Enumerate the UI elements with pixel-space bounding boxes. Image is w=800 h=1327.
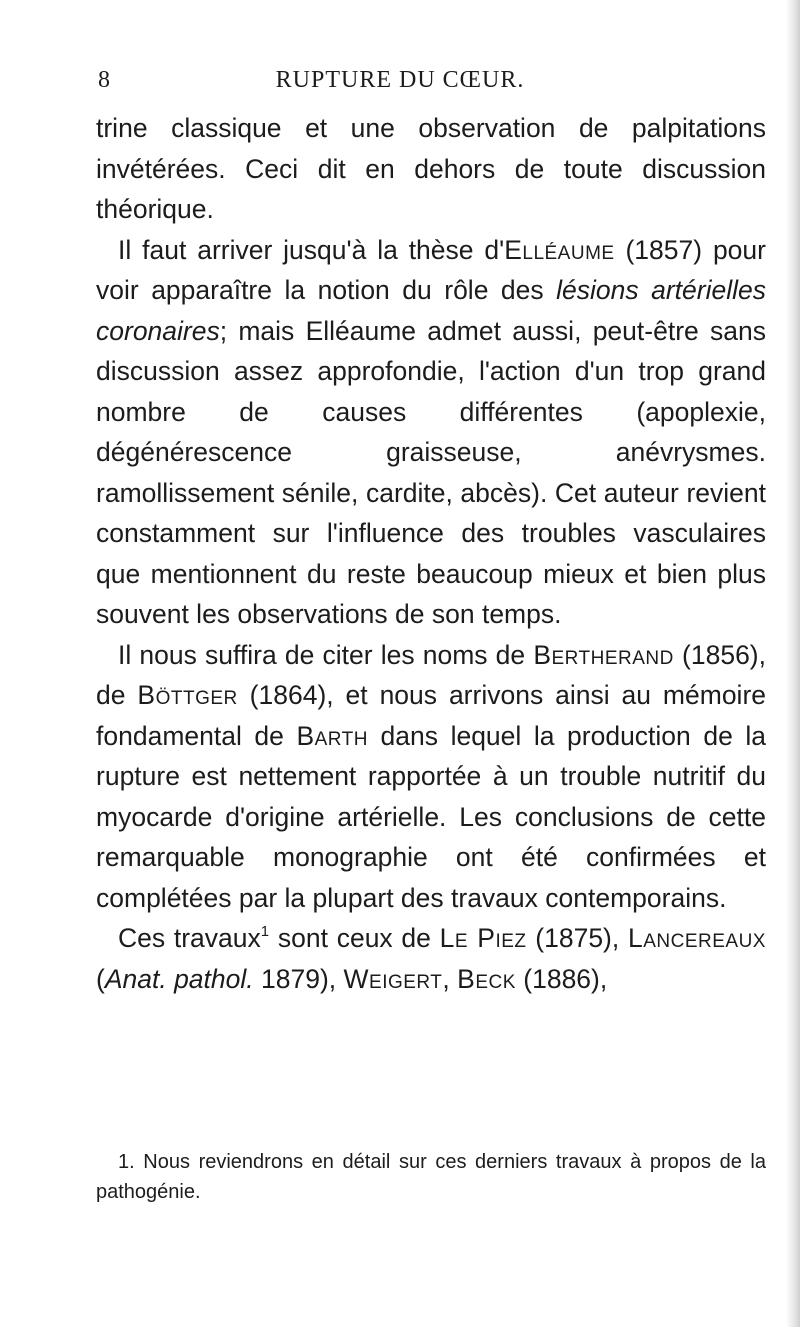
- author-name-elleaume: Elléaume: [504, 234, 615, 265]
- author-name-barth: Barth: [296, 720, 368, 751]
- running-title: RUPTURE DU CŒUR.: [275, 67, 525, 93]
- p4-text-b: sont ceux de: [269, 923, 440, 953]
- footnote: [96, 1147, 766, 1207]
- p4-text-a: Ces travaux: [118, 923, 261, 953]
- p3-text-b: (1856), de: [96, 639, 766, 710]
- page-edge-shadow: [786, 0, 800, 1327]
- p4-text-d: (: [96, 963, 105, 994]
- footnote-text: Nous reviendrons en détail sur ces derniers travaux à propos de la pathogénie.: [96, 1151, 766, 1203]
- author-name-beck: Beck: [457, 963, 516, 994]
- p4-text-c: (1875),: [526, 923, 628, 953]
- page-header: [0, 62, 800, 98]
- author-name-lancereaux: Lancereaux: [627, 923, 766, 953]
- paragraph-3: [96, 635, 766, 919]
- author-name-bottger: Böttger: [137, 680, 238, 710]
- author-name-le-piez: Le Piez: [439, 923, 527, 953]
- paragraph-4: [96, 918, 766, 999]
- footnote-paragraph: [96, 1147, 766, 1207]
- p2-text-c: ; mais Elléaume admet aussi, peut-être sans discussion assez approfondie, l'action d'un trop grand nombre de causes différentes (apoplexie, dégénérescence graisseuse, anévrysmes. ramollissement sénile, cardite, abcès). Cet auteur revient constamment sur l'influence des troubles vasculaires que mentionnent du reste beaucoup mieux et bien plus souvent les observations de son temps.: [96, 315, 766, 629]
- p2-text-a: Il faut arriver jusqu'à la thèse d': [118, 234, 505, 265]
- footnote-reference: 1: [260, 923, 270, 940]
- paragraph-1-text: trine classique et une observation de palpitations invétérées. Ceci dit en dehors de toute discussion théorique.: [96, 113, 766, 224]
- author-name-weigert: Weigert: [343, 963, 443, 994]
- p4-text-g: (1886),: [515, 963, 608, 994]
- p3-text-c: (1864), et nous arrivons ainsi au mémoire fondamental de: [96, 680, 767, 751]
- main-text: [96, 108, 766, 999]
- page-number: 8: [98, 67, 110, 93]
- emphasis-lesions: lésions artérielles coronaires: [96, 275, 766, 346]
- emphasis-anat-pathol: Anat. pathol.: [104, 963, 254, 994]
- p3-text-a: Il nous suffira de citer les noms de: [118, 639, 534, 670]
- p4-text-f: ,: [442, 963, 458, 994]
- p2-text-b: (1857) pour voir apparaître la notion du rôle des: [96, 234, 766, 305]
- paragraph-2: [96, 230, 766, 635]
- paragraph-1: [96, 108, 766, 230]
- footnote-number: 1.: [118, 1151, 135, 1173]
- p4-text-e: 1879),: [253, 963, 344, 994]
- p3-text-d: dans lequel la production de la rupture est nettement rapportée à un trouble nutritif du myocarde d'origine artérielle. Les conclusions de cette remarquable monographie ont été confirmées et complétées par la plupart des travaux contemporains.: [96, 720, 766, 913]
- author-name-bertherand: Bertherand: [533, 639, 674, 670]
